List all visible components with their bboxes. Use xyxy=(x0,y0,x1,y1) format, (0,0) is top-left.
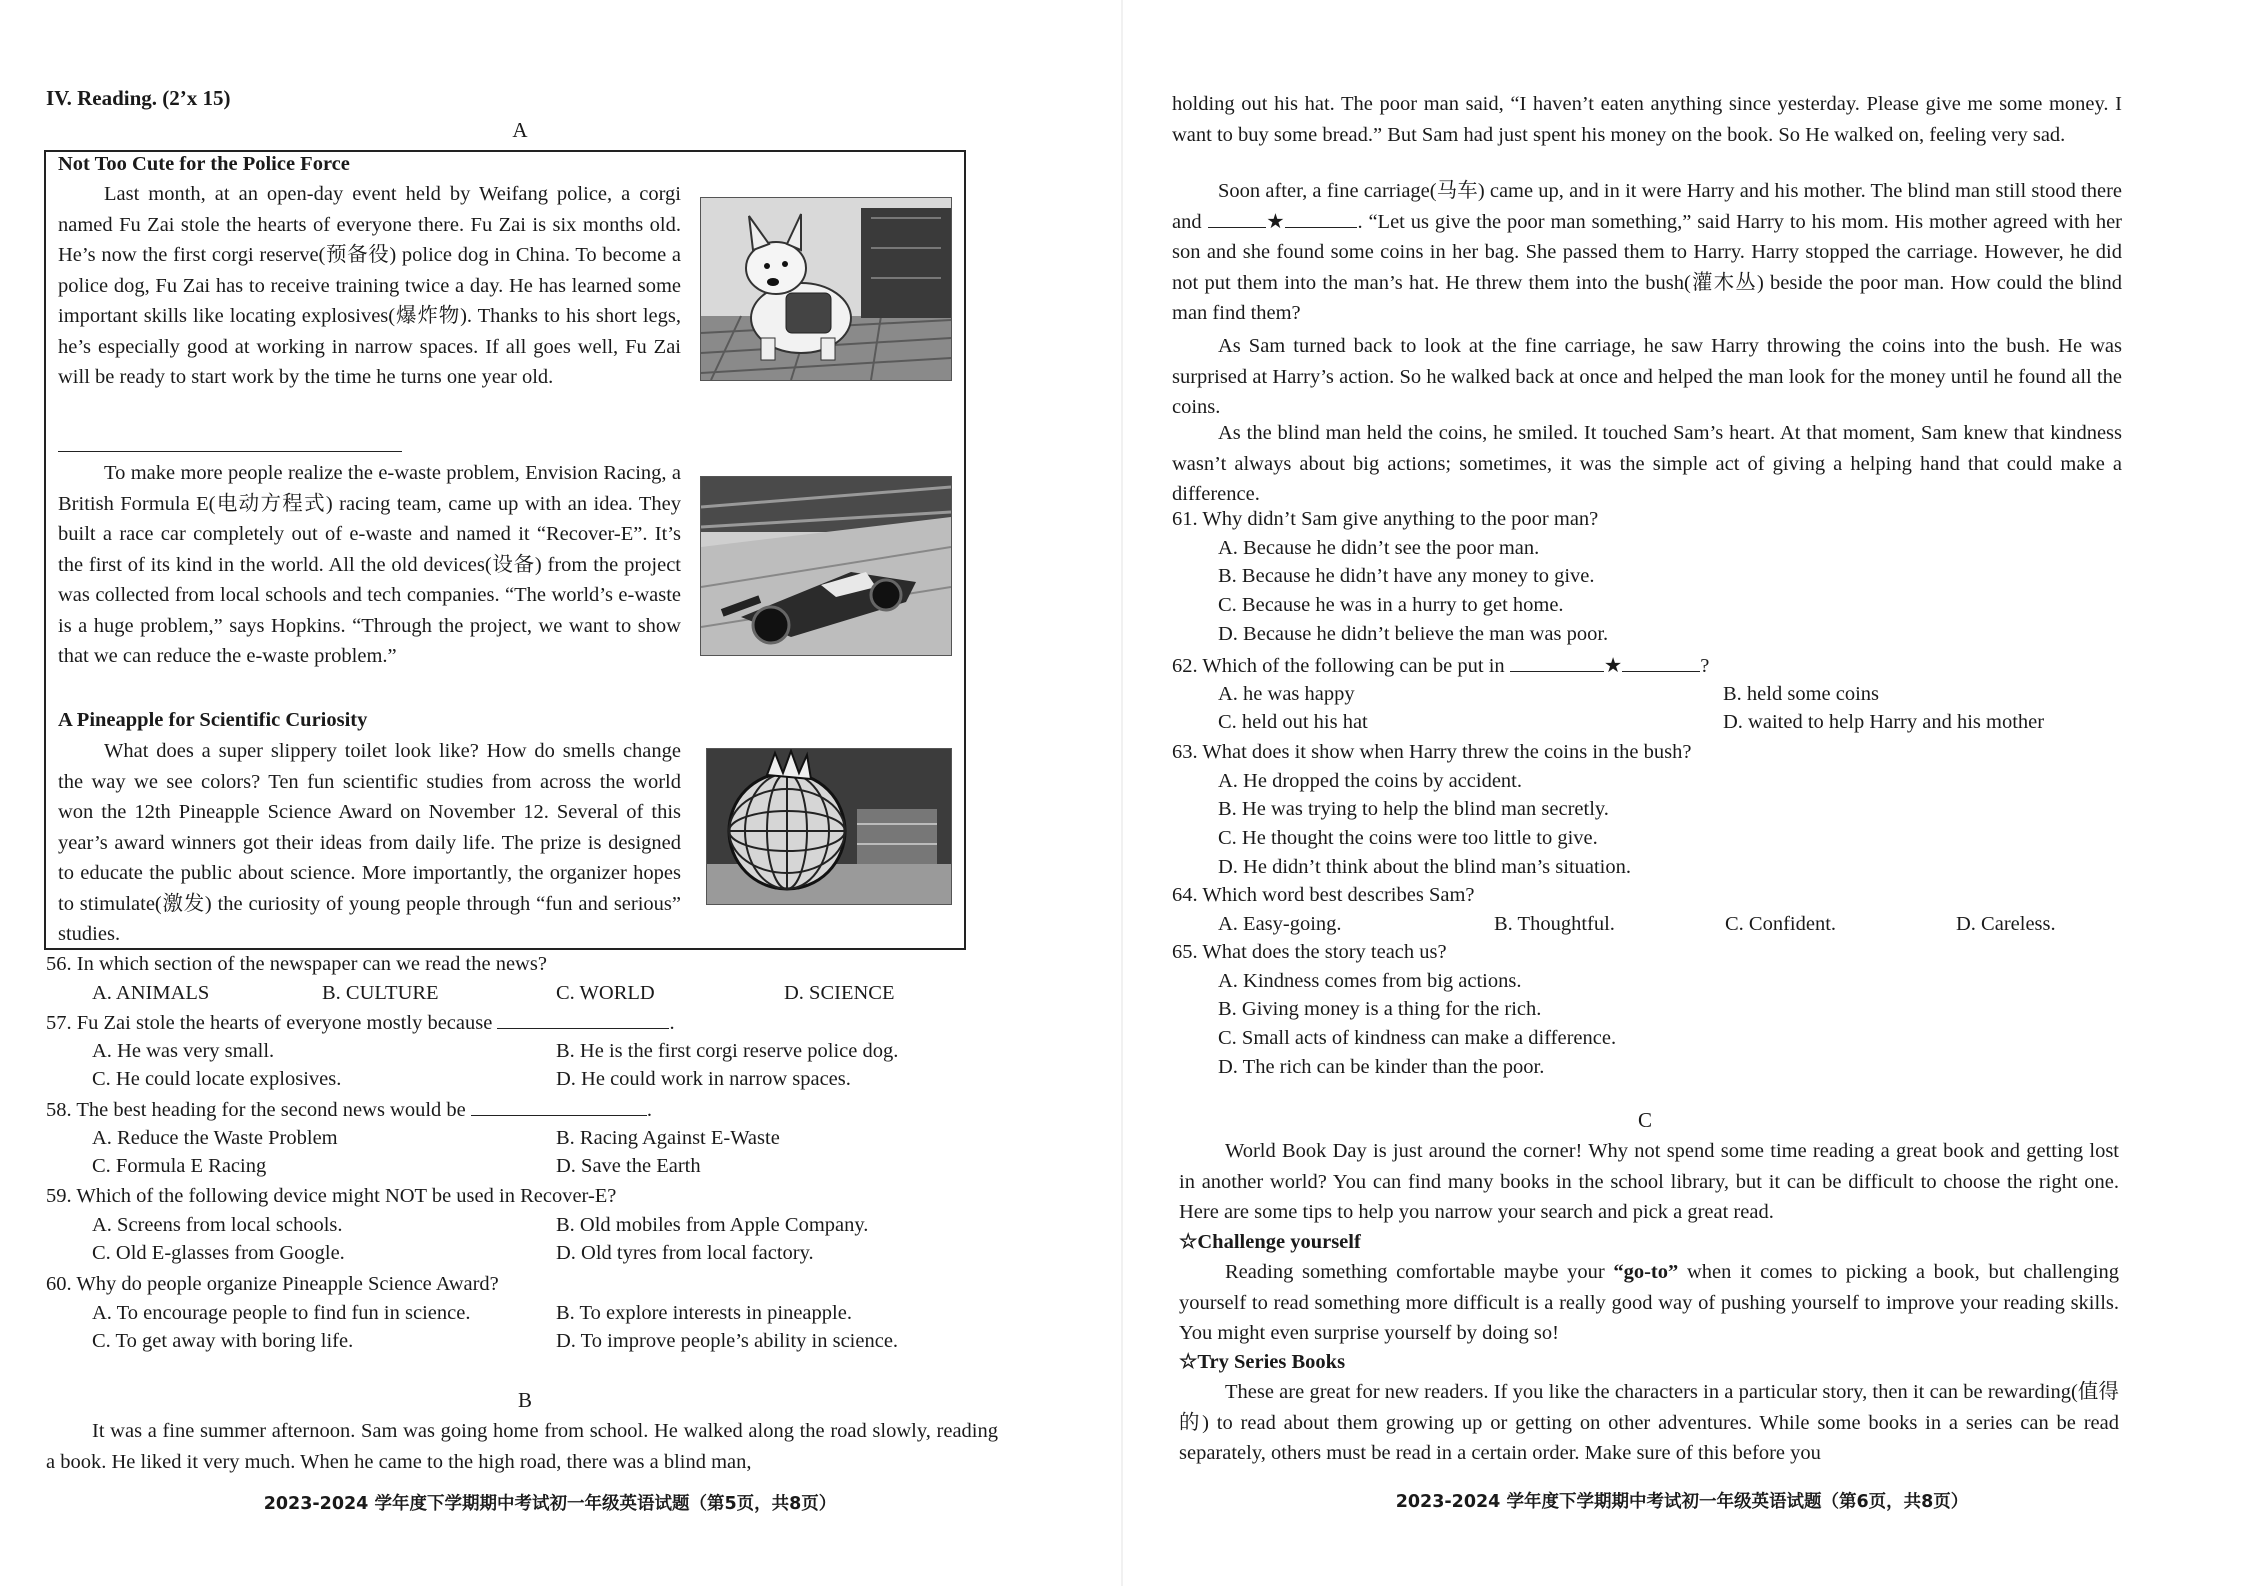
tip-challenge-body xyxy=(1179,1257,2119,1349)
pineapple-globe-illustration xyxy=(707,749,951,904)
q63-option-b: B. He was trying to help the blind man secretly. xyxy=(1218,798,1609,821)
question-60 xyxy=(46,1270,1036,1356)
q57-blank xyxy=(497,1008,669,1029)
race-car-illustration xyxy=(701,477,951,655)
q61-option-c: C. Because he was in a hurry to get home. xyxy=(1218,594,1564,617)
section-title: IV. Reading. (2’x 15) xyxy=(46,86,231,110)
q63-option-d: D. He didn’t think about the blind man’s situation. xyxy=(1218,855,1632,878)
q56-option-a: A. ANIMALS xyxy=(92,981,210,1004)
q59-stem: 59. Which of the following device might NOT be used in Recover-E? xyxy=(46,1185,617,1207)
passage-b-p4: As the blind man held the coins, he smiled. It touched Sam’s heart. At that moment, Sam knew that kindness wasn’t always about big actions; sometimes, it was the simple act of giving a helping hand that could make a difference. xyxy=(1172,422,2122,505)
q62-stem: 62. Which of the following can be put in xyxy=(1172,655,1505,677)
star-blank-left xyxy=(1208,207,1266,228)
q65-option-b: B. Giving money is a thing for the rich. xyxy=(1218,998,1542,1021)
q57-option-b: B. He is the first corgi reserve police dog. xyxy=(556,1039,899,1062)
passage-b-letter: B xyxy=(517,1388,532,1412)
q60-option-b: B. To explore interests in pineapple. xyxy=(556,1301,852,1324)
q60-stem: 60. Why do people organize Pineapple Science Award? xyxy=(46,1273,499,1295)
star-blank-right xyxy=(1285,207,1357,228)
news3-title: A Pineapple for Scientific Curiosity xyxy=(58,709,368,731)
question-56 xyxy=(46,950,1036,1007)
go-to-phrase: “go-to” xyxy=(1613,1261,1679,1283)
q59-option-b: B. Old mobiles from Apple Company. xyxy=(556,1213,869,1236)
q57-option-c: C. He could locate explosives. xyxy=(92,1068,342,1091)
q64-option-a: A. Easy-going. xyxy=(1218,912,1342,935)
question-58 xyxy=(46,1095,1036,1181)
q65-option-a: A. Kindness comes from big actions. xyxy=(1218,969,1522,992)
q57-option-d: D. He could work in narrow spaces. xyxy=(556,1068,851,1091)
q61-option-a: A. Because he didn’t see the poor man. xyxy=(1218,536,1540,559)
q58-option-b: B. Racing Against E-Waste xyxy=(556,1126,780,1149)
question-63 xyxy=(1172,738,2172,881)
q63-option-a: A. He dropped the coins by accident. xyxy=(1218,769,1522,792)
race-car-photo xyxy=(700,476,952,656)
q62-option-c: C. held out his hat xyxy=(1218,711,1368,734)
q56-option-b: B. CULTURE xyxy=(322,981,439,1004)
q64-option-d: D. Careless. xyxy=(1956,912,2056,935)
q56-option-c: C. WORLD xyxy=(556,981,655,1004)
passage-b-p3: As Sam turned back to look at the fine carriage, he saw Harry throwing the coins into the bush. He was surprised at Harry’s action. So he walked back at once and helped the man look for the money until he found all the coins. xyxy=(1172,335,2122,418)
q62-blank-left xyxy=(1510,651,1604,672)
q59-option-a: A. Screens from local schools. xyxy=(92,1213,343,1236)
q61-stem: 61. Why didn’t Sam give anything to the poor man? xyxy=(1172,508,1599,530)
q63-option-c: C. He thought the coins were too little to give. xyxy=(1218,827,1598,850)
q62-stem-end: ? xyxy=(1700,655,1710,677)
tip-challenge-heading: ☆Challenge yourself xyxy=(1179,1231,1361,1253)
q60-option-a: A. To encourage people to find fun in science. xyxy=(92,1301,471,1324)
right-page xyxy=(1122,0,2244,1586)
q58-option-a: A. Reduce the Waste Problem xyxy=(92,1126,338,1149)
q60-option-d: D. To improve people’s ability in science. xyxy=(556,1330,899,1353)
q57-stem-end: . xyxy=(669,1012,675,1034)
tip-challenge-text-end: when it comes to picking a book, but challenging yourself to read something more difficult is a really good way of pushing yourself to improve your reading skills. You might even surprise yourself by doing so! xyxy=(1179,1261,2119,1344)
q58-stem-end: . xyxy=(646,1099,653,1121)
news3-body: What does a super slippery toilet look like? How do smells change the way we see colors? Ten fun scientific studies from across the world won the 12th Pineapple Science Award on November 12. Several of this year’s award winners got their ideas from daily life. The prize is designed to educate the public about science. More importantly, the organizer hopes to stimulate(激发) the curiosity of young people through “fun and serious” studies. xyxy=(58,740,681,945)
corgi-photo xyxy=(700,197,952,381)
q59-option-c: C. Old E-glasses from Google. xyxy=(92,1242,345,1265)
news2-title-blank xyxy=(58,451,402,452)
q64-option-b: B. Thoughtful. xyxy=(1494,912,1615,935)
news2-body: To make more people realize the e-waste problem, Envision Racing, a British Formula E(电动方程式) racing team, came up with an idea. They built a race car completely out of e-waste and named it “Recover-E”. It’s the first of its kind in the world. All the old devices(设备) from the project was collected from local schools and tech companies. “The world’s e-waste is a huge problem,” says Hopkins. “Through the project, we want to show that we can reduce the e-waste problem.” xyxy=(58,462,681,667)
q61-option-b: B. Because he didn’t have any money to give. xyxy=(1218,565,1595,588)
passage-c-intro: World Book Day is just around the corner! Why not spend some time reading a great book and getting lost in another world? You can find many books in the school library, but it can be difficult to choose the right one. Here are some tips to help you narrow your search and pick a great read. xyxy=(1179,1140,2119,1223)
passage-b-p1: holding out his hat. The poor man said, “I haven’t eaten anything since yesterday. Please give me some money. I want to buy some bread.” But Sam had just spent his money on the book. So He walked on, feeling very sad. xyxy=(1172,93,2122,146)
question-57 xyxy=(46,1008,1036,1094)
q61-option-d: D. Because he didn’t believe the man was poor. xyxy=(1218,622,1609,645)
tip-challenge-text-start: Reading something comfortable maybe your xyxy=(1225,1261,1614,1283)
q58-option-d: D. Save the Earth xyxy=(556,1155,701,1178)
q60-option-c: C. To get away with boring life. xyxy=(92,1330,354,1353)
q62-option-a: A. he was happy xyxy=(1218,682,1355,705)
passage-b-start: It was a fine summer afternoon. Sam was going home from school. He walked along the road slowly, reading a book. He liked it very much. When he came to the high road, there was a blind man, xyxy=(46,1420,998,1473)
q57-option-a: A. He was very small. xyxy=(92,1039,275,1062)
passage-b-p2-start: Soon after, a fine carriage(马车) came up, and in it were Harry and his mother. The blind man still stood there and xyxy=(1172,180,2122,233)
left-page-footer: 2023-2024 学年度下学期期中考试初一年级英语试题（第5页，共8页） xyxy=(263,1494,837,1514)
question-64 xyxy=(1172,881,2172,938)
corgi-illustration xyxy=(701,198,951,380)
q58-blank xyxy=(471,1095,647,1116)
pineapple-photo xyxy=(706,748,952,905)
news1-body: Last month, at an open-day event held by Weifang police, a corgi named Fu Zai stole the hearts of everyone there. Fu Zai is six months old. He’s now the first corgi reserve(预备役) police dog in China. To become a police dog, Fu Zai has to receive training twice a day. He has learned some important skills like locating explosives(爆炸物). Thanks to his short legs, he’s especially good at working in narrow spaces. If all goes well, Fu Zai will be ready to start work by the time he turns one year old. xyxy=(58,183,681,388)
question-59 xyxy=(46,1182,1036,1268)
question-62 xyxy=(1172,651,2172,737)
q62-star: ★ xyxy=(1603,655,1623,677)
q64-option-c: C. Confident. xyxy=(1725,912,1837,935)
news1-title: Not Too Cute for the Police Force xyxy=(58,153,350,175)
question-61 xyxy=(1172,505,2172,648)
q56-option-d: D. SCIENCE xyxy=(784,981,895,1004)
star-marker: ★ xyxy=(1265,210,1286,233)
q56-stem: 56. In which section of the newspaper can we read the news? xyxy=(46,953,547,975)
q58-option-c: C. Formula E Racing xyxy=(92,1155,267,1178)
q62-option-d: D. waited to help Harry and his mother xyxy=(1723,711,2045,734)
q59-option-d: D. Old tyres from local factory. xyxy=(556,1242,814,1265)
q65-option-c: C. Small acts of kindness can make a difference. xyxy=(1218,1027,1617,1050)
passage-c-letter: C xyxy=(1637,1108,1652,1132)
q63-stem: 63. What does it show when Harry threw the coins in the bush? xyxy=(1172,741,1692,763)
tip-series-heading: ☆Try Series Books xyxy=(1179,1351,1346,1373)
right-page-footer: 2023-2024 学年度下学期期中考试初一年级英语试题（第6页，共8页） xyxy=(1395,1492,1969,1512)
q57-stem: 57. Fu Zai stole the hearts of everyone mostly because xyxy=(46,1012,493,1034)
passage-b-p2 xyxy=(1172,176,2122,329)
passage-b-p2-end: . “Let us give the poor man something,” said Harry to his mom. His mother agreed with her son and she found some coins in her bag. She passed them to Harry. Harry stopped the carriage. However, he did not put them into the man’s hat. He threw them into the bush(灌木丛) beside the poor man. How could the blind man find them? xyxy=(1172,210,2122,324)
question-65 xyxy=(1172,938,2172,1081)
q62-option-b: B. held some coins xyxy=(1723,682,1880,705)
q62-blank-right xyxy=(1622,651,1700,672)
passage-a-letter: A xyxy=(512,118,528,142)
tip-series-body: These are great for new readers. If you like the characters in a particular story, then it can be rewarding(值得的) to read about them growing up or getting on other adventures. While some books in a series can be read separately, others must be read in a certain order. Make sure of this before you xyxy=(1179,1381,2119,1464)
q65-stem: 65. What does the story teach us? xyxy=(1172,941,1447,963)
q58-stem: 58. The best heading for the second news would be xyxy=(46,1099,466,1121)
q65-option-d: D. The rich can be kinder than the poor. xyxy=(1218,1055,1545,1078)
q64-stem: 64. Which word best describes Sam? xyxy=(1172,884,1475,906)
